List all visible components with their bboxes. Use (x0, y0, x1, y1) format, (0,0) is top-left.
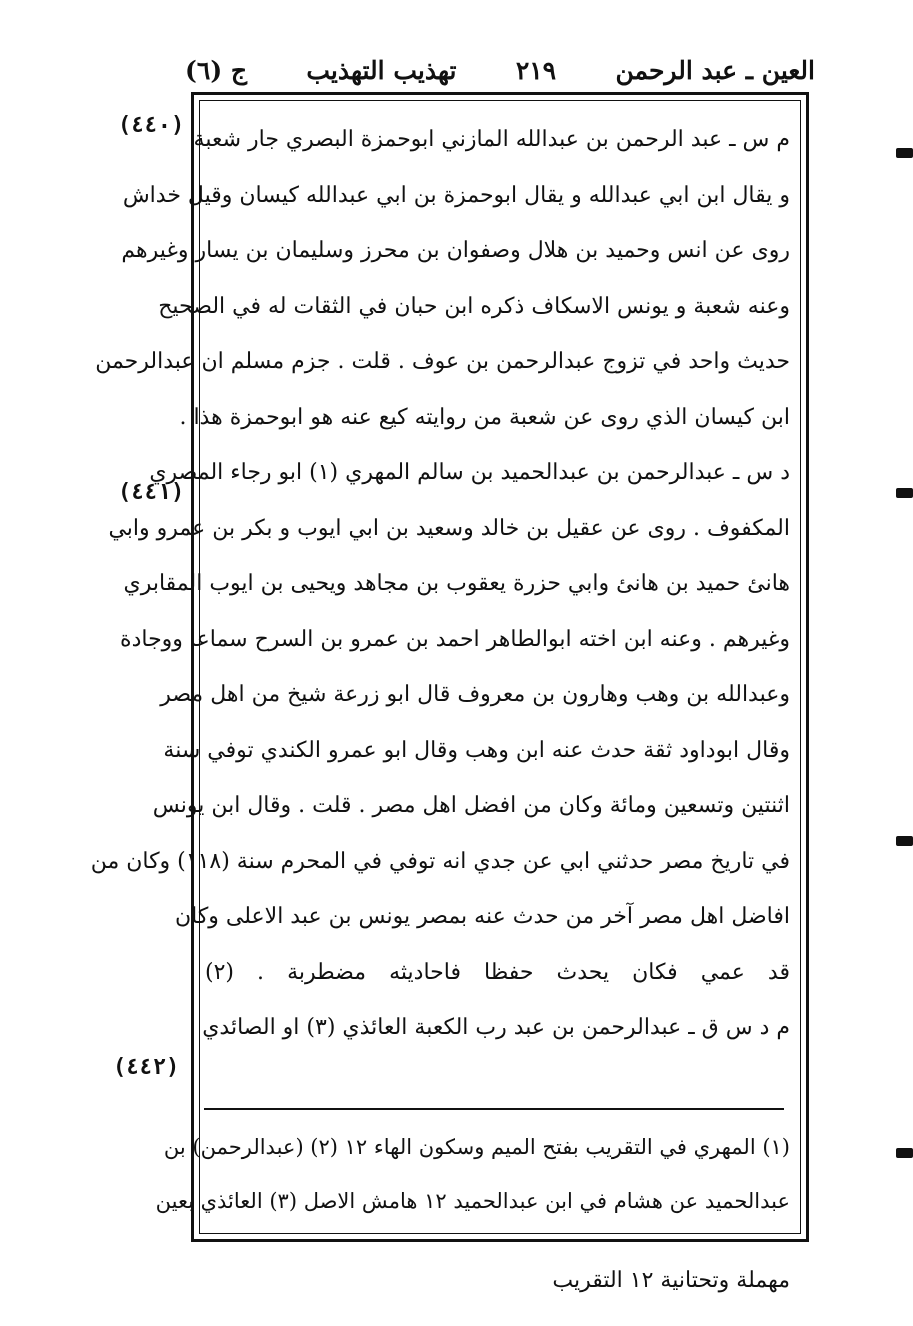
text-line: وقال ابوداود ثقة حدث عنه ابن وهب وقال ابو عمرو الكندي توفي سنة (163, 737, 790, 763)
entry-number-440: (٤٤٠) (118, 113, 185, 138)
text-line: روى عن انس وحميد بن هلال وصفوان بن محرز وسليمان بن يسار وغيرهم (121, 238, 790, 263)
text-line: وعنه شعبة و يونس الاسكاف ذكره ابن حبان في الثقات له في الصحيح (158, 293, 790, 319)
entry-number-442: (٤٤٢) (113, 1055, 180, 1080)
header-section: العين ـ عبد الرحمن (615, 55, 815, 85)
footnote-line: عبدالحميد عن هشام في ابن عبدالحميد ١٢ هامش الاصل (٣) العائذي بعين (155, 1189, 790, 1213)
footnotes (155, 1120, 790, 1228)
text-line: المكفوف . روى عن عقيل بن خالد وسعيد بن ابي ايوب و بكر بن عمرو وابي (108, 515, 790, 541)
margin-mark (896, 148, 913, 158)
entry-number-441: (٤٤١) (118, 480, 185, 505)
text-line: افاضل اهل مصر آخر من حدث عنه بمصر يونس بن عبد الاعلى وكان (174, 904, 790, 929)
footnote-line: (١) المهري في التقريب بفتح الميم وسكون الهاء ١٢ (٢) (عبدالرحمن) بن (163, 1135, 790, 1159)
header-volume: ج (٦) (185, 55, 247, 85)
text-line: قد عمي فكان يحدث حفظا فاحاديثه مضطربة . (٢) (205, 959, 790, 985)
text-line: ابن كيسان الذي روى عن شعبة من روايته كيع عنه هو ابوحمزة هذا . (179, 404, 790, 430)
text-line: وعبدالله بن وهب وهارون بن معروف قال ابو زرعة شيخ من اهل مصر (160, 682, 790, 707)
text-line: وغيرهم . وعنه ابن اخته ابوالطاهر احمد بن عمرو بن السرح سماعا ووجادة (120, 626, 790, 652)
margin-mark (896, 488, 913, 498)
header-book-title: تهذيب التهذيب (306, 55, 457, 85)
footnote-continuation: مهملة وتحتانية ١٢ التقريب (552, 1268, 790, 1293)
text-line: في تاريخ مصر حدثني ابي عن جدي انه توفي في المحرم سنة (١١٨) وكان من (90, 848, 790, 874)
text-line: و يقال ابن ابي عبدالله و يقال ابوحمزة بن ابي عبدالله كيسان وقيل خداش (122, 182, 790, 208)
text-line: د س ـ عبدالرحمن بن عبدالحميد بن سالم المهري (١) ابو رجاء المصري (149, 460, 790, 485)
margin-mark (896, 836, 913, 846)
text-line: م س ـ عبد الرحمن بن عبدالله المازني ابوحمزة البصري جار شعبة (193, 127, 790, 152)
margin-mark (896, 1148, 913, 1158)
text-line: حديث واحد في تزوج عبدالرحمن بن عوف . قلت . جزم مسلم ان عبدالرحمن (95, 349, 790, 374)
text-line: هانئ حميد بن هانئ وابي حزرة يعقوب بن مجاهد ويحيى بن ايوب المقابري (123, 571, 790, 596)
page-header (185, 48, 815, 92)
footnote-separator (204, 1108, 784, 1110)
text-line: م د س ق ـ عبدالرحمن بن عبد رب الكعبة العائذي (٣) او الصائدي (202, 1015, 790, 1040)
header-page-number: ٢١٩ (515, 55, 557, 85)
text-line: اثنتين وتسعين ومائة وكان من افضل اهل مصر . قلت . وقال ابن يونس (152, 793, 790, 818)
